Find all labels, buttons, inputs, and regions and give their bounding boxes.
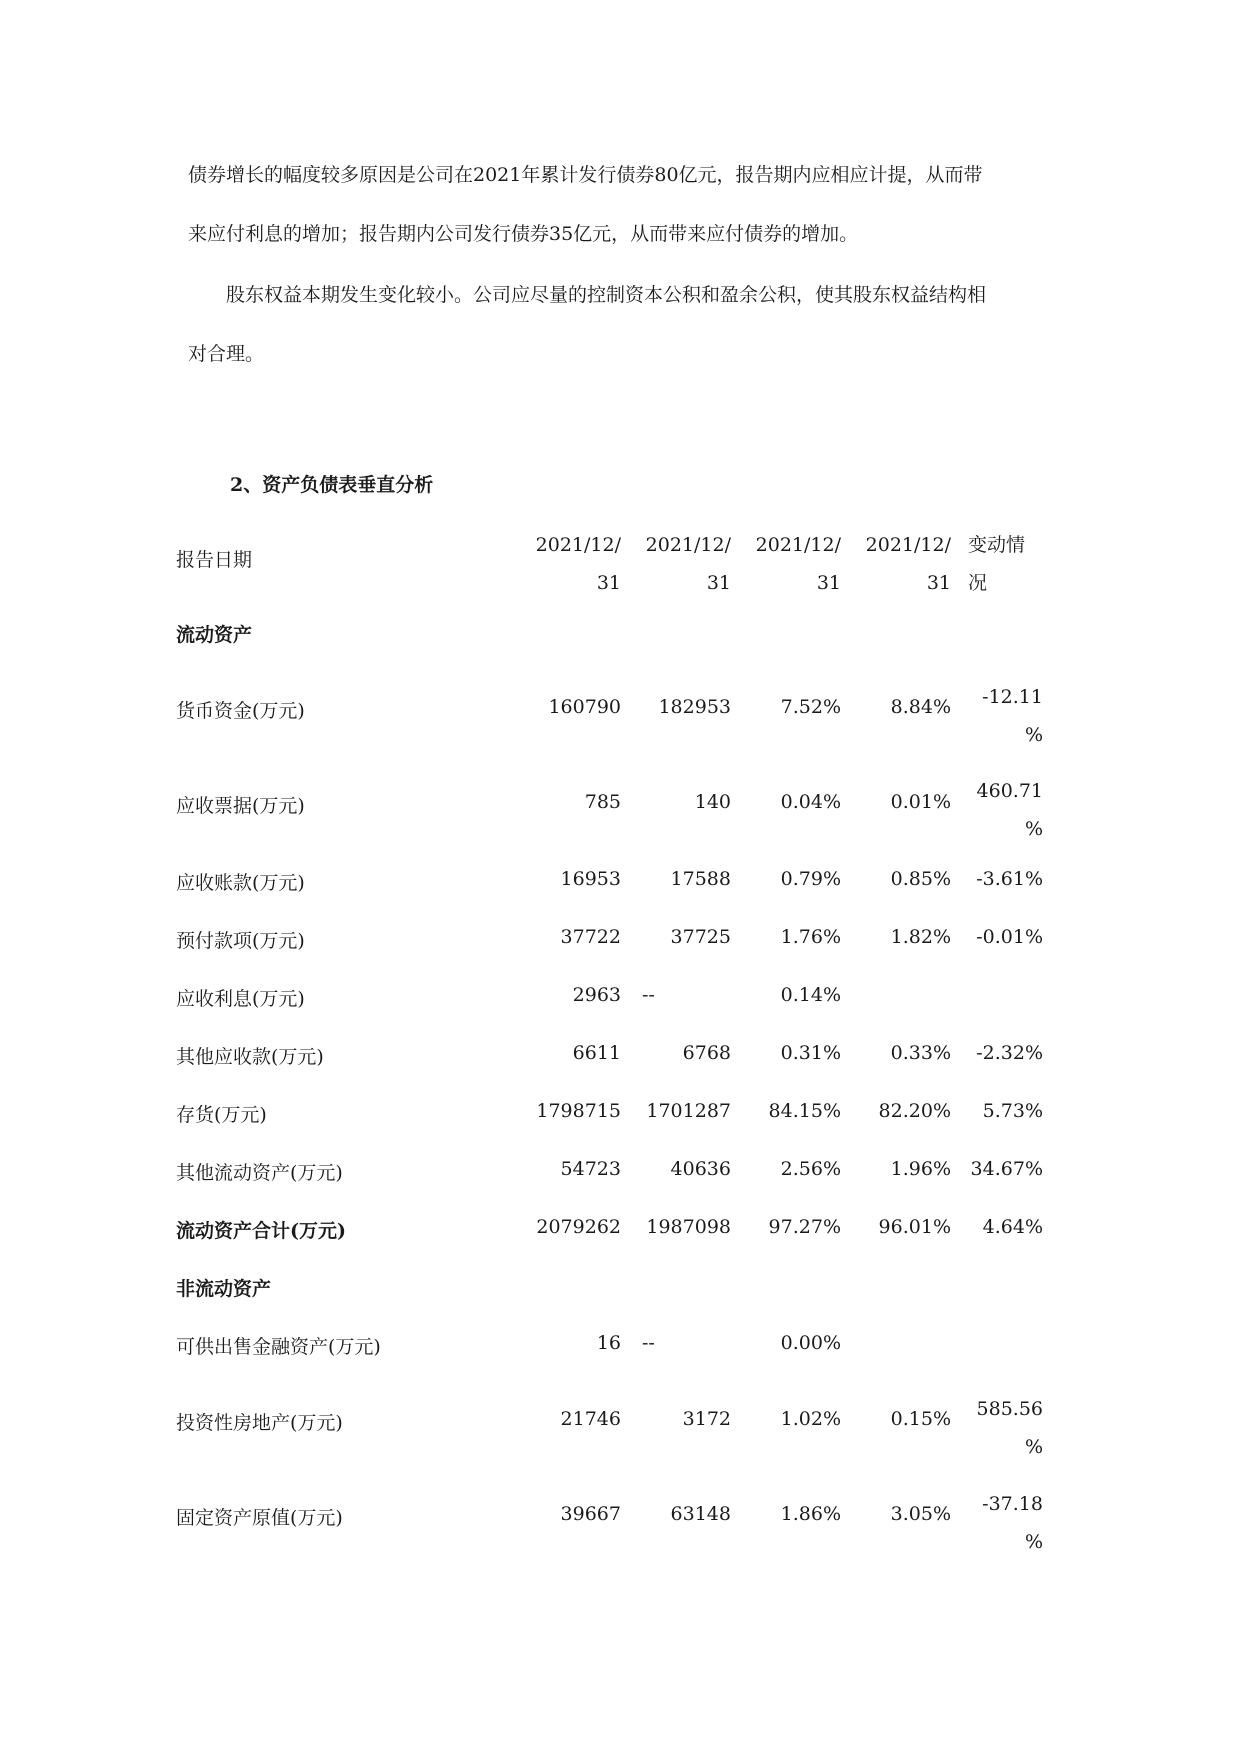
table-header-col5 [968,526,1025,602]
header-text: 31 [706,572,731,594]
header-text: 变动情 [968,534,1026,556]
cell-text: % [1024,1531,1043,1553]
header-text: 31 [596,572,621,594]
table-cell: 6611 [572,1042,621,1064]
table-cell: 1701287 [646,1100,731,1122]
cell-text: % [1024,724,1043,746]
header-text: 31 [926,572,951,594]
table-cell: 37725 [670,926,731,948]
table-row-label: 货币资金(万元) [176,700,305,722]
table-cell [982,1485,1043,1561]
table-cell: 40636 [670,1158,731,1180]
table-cell: 1987098 [646,1216,731,1238]
header-text: 况 [968,572,988,594]
table-cell: 17588 [670,868,731,890]
table-cell: 1.76% [780,926,841,948]
table-cell: 1798715 [536,1100,621,1122]
table-header-col1 [536,526,621,602]
table-cell: 0.14% [780,984,841,1006]
table-section-current-assets: 流动资产 [176,624,253,646]
table-header-label: 报告日期 [176,549,253,571]
table-header-col4 [866,526,951,602]
table-cell: 0.79% [780,868,841,890]
table-cell: 160790 [548,696,621,718]
table-cell: 1.96% [890,1158,951,1180]
table-cell: 0.31% [780,1042,841,1064]
table-row-label: 其他应收款(万元) [176,1046,324,1068]
table-row-label: 可供出售金融资产(万元) [176,1336,381,1358]
table-row-label: 应收票据(万元) [176,795,305,817]
table-cell: 97.27% [768,1216,841,1238]
table-cell: 2079262 [536,1216,621,1238]
table-cell: 5.73% [982,1100,1043,1122]
table-row-label: 固定资产原值(万元) [176,1507,343,1529]
paragraph-2 [188,266,1058,384]
table-row-label: 存货(万元) [176,1104,267,1126]
table-row-label: 预付款项(万元) [176,930,305,952]
table-cell: 1.86% [780,1503,841,1525]
table-cell: 0.33% [890,1042,951,1064]
table-row-label: 应收账款(万元) [176,872,305,894]
table-cell: -- [642,984,655,1006]
table-cell: 82.20% [878,1100,951,1122]
table-row-label-total: 流动资产合计(万元) [176,1220,346,1242]
cell-text: % [1024,1436,1043,1458]
table-cell: 16953 [560,868,621,890]
table-cell: 63148 [670,1503,731,1525]
table-cell: 1.02% [780,1408,841,1430]
table-row-label: 应收利息(万元) [176,988,305,1010]
table-cell [977,772,1043,848]
cell-text: 585.56 [976,1398,1043,1420]
table-cell: 8.84% [890,696,951,718]
table-cell: 0.85% [890,868,951,890]
cell-text: -37.18 [982,1493,1043,1515]
table-section-noncurrent-assets: 非流动资产 [176,1278,272,1300]
paragraph-1 [188,146,1058,264]
table-cell: 2.56% [780,1158,841,1180]
table-cell: -3.61% [976,868,1043,890]
table-cell: 4.64% [982,1216,1043,1238]
table-cell [982,678,1043,754]
cell-text: % [1024,818,1043,840]
section-heading: 2、资产负债表垂直分析 [230,474,434,496]
table-cell: 0.15% [890,1408,951,1430]
paragraph-line: 债券增长的幅度较多原因是公司在2021年累计发行债券80亿元，报告期内应相应计提，从而带 [188,164,983,186]
table-cell: 0.00% [780,1332,841,1354]
table-cell: 21746 [560,1408,621,1430]
table-row-label: 投资性房地产(万元) [176,1412,343,1434]
table-cell: 3.05% [890,1503,951,1525]
header-text: 2021/12/ [535,534,621,556]
table-cell: 3172 [682,1408,731,1430]
table-cell: 7.52% [780,696,841,718]
table-cell: 785 [584,791,621,813]
table-cell: 0.04% [780,791,841,813]
table-cell: -2.32% [976,1042,1043,1064]
table-cell: -- [642,1332,655,1354]
table-header-col2 [646,526,731,602]
paragraph-line: 对合理。 [188,343,265,365]
table-cell [977,1390,1043,1466]
table-cell: 182953 [658,696,731,718]
table-cell: 1.82% [890,926,951,948]
cell-text: -12.11 [982,686,1043,708]
table-cell: 37722 [560,926,621,948]
table-cell: 6768 [682,1042,731,1064]
table-header-col3 [756,526,841,602]
table-cell: 16 [596,1332,621,1354]
table-cell: 84.15% [768,1100,841,1122]
header-text: 2021/12/ [645,534,731,556]
table-cell: 140 [694,791,731,813]
cell-text: 460.71 [976,780,1043,802]
header-text: 31 [816,572,841,594]
table-cell: 2963 [572,984,621,1006]
table-cell: 34.67% [970,1158,1043,1180]
table-cell: 39667 [560,1503,621,1525]
table-cell: 0.01% [890,791,951,813]
table-cell: -0.01% [976,926,1043,948]
table-row-label: 其他流动资产(万元) [176,1162,343,1184]
table-cell: 96.01% [878,1216,951,1238]
paragraph-line: 股东权益本期发生变化较小。公司应尽量的控制资本公积和盈余公积，使其股东权益结构相 [188,284,987,306]
paragraph-line: 来应付利息的增加；报告期内公司发行债券35亿元，从而带来应付债券的增加。 [188,223,859,245]
table-cell: 54723 [560,1158,621,1180]
header-text: 2021/12/ [755,534,841,556]
header-text: 2021/12/ [865,534,951,556]
